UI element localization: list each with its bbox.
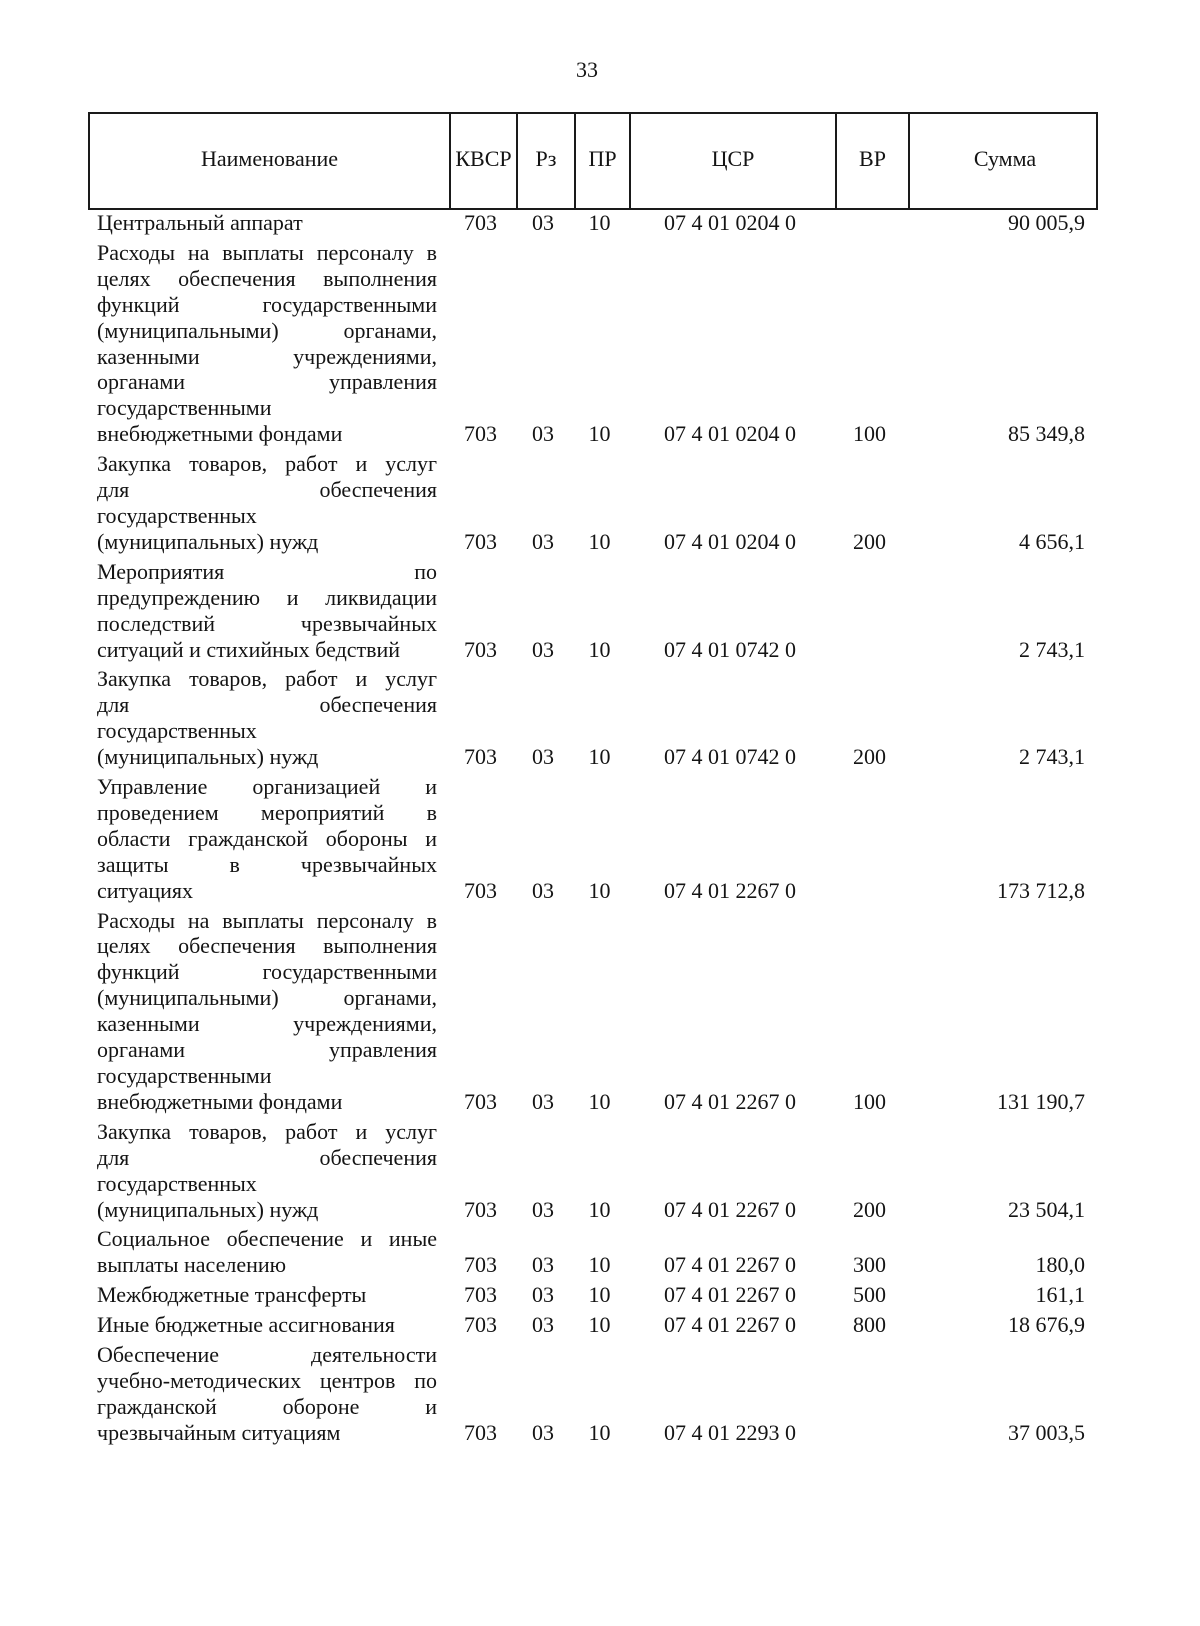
cell-kvsr: 703 <box>464 877 497 903</box>
table-row <box>88 904 1098 1115</box>
cell-rz: 03 <box>532 528 554 554</box>
page-number: 33 <box>576 57 598 82</box>
cell-rz: 03 <box>532 1312 554 1338</box>
cell-pr: 10 <box>588 1196 611 1222</box>
cell-name-line: казенными учреждениями, <box>97 343 437 369</box>
cell-name-line: для обеспечения <box>97 692 437 718</box>
cell-pr: 10 <box>588 1088 611 1114</box>
cell-rz: 03 <box>532 1419 554 1445</box>
header-rz: Рз <box>516 114 574 208</box>
cell-kvsr: 703 <box>464 1252 497 1278</box>
cell-csr: 07 4 01 0742 0 <box>664 744 796 770</box>
cell-vr: 200 <box>853 528 886 554</box>
cell-sum: 2 743,1 <box>1019 744 1085 770</box>
cell-name-line: Управление организацией и <box>97 774 437 800</box>
cell-rz: 03 <box>532 1282 554 1308</box>
cell-name-line: внебюджетными фондами <box>97 421 343 447</box>
cell-vr: 200 <box>853 744 886 770</box>
cell-name-line: внебюджетными фондами <box>97 1088 343 1114</box>
cell-kvsr: 703 <box>464 636 497 662</box>
cell-sum: 161,1 <box>1035 1282 1085 1308</box>
cell-vr: 200 <box>853 1196 886 1222</box>
cell-name-line: (муниципальных) нужд <box>97 528 319 554</box>
table-row <box>88 662 1098 770</box>
cell-name-line: целях обеспечения выполнения <box>97 933 437 959</box>
cell-vr: 100 <box>853 1088 886 1114</box>
cell-csr: 07 4 01 0204 0 <box>664 528 796 554</box>
cell-rz: 03 <box>532 1196 554 1222</box>
cell-name-line: Закупка товаров, работ и услуг <box>97 1118 437 1144</box>
cell-name-line: предупреждению и ликвидации <box>97 584 437 610</box>
cell-name-line: государственными <box>97 395 272 421</box>
header-sum: Сумма <box>908 114 1100 208</box>
header-vr: ВР <box>835 114 908 208</box>
cell-rz: 03 <box>532 1088 554 1114</box>
cell-sum: 131 190,7 <box>997 1088 1085 1114</box>
cell-name <box>88 559 447 663</box>
cell-name <box>88 1342 447 1446</box>
cell-name-line: государственных <box>97 1170 257 1196</box>
cell-name <box>88 1119 447 1223</box>
cell-name-line: для обеспечения <box>97 1144 437 1170</box>
cell-csr: 07 4 01 2293 0 <box>664 1419 796 1445</box>
cell-vr: 300 <box>853 1252 886 1278</box>
cell-csr: 07 4 01 0204 0 <box>664 421 796 447</box>
cell-name-line: для обеспечения <box>97 477 437 503</box>
cell-name-line: Закупка товаров, работ и услуг <box>97 666 437 692</box>
cell-name <box>88 240 447 447</box>
cell-name-line: гражданской обороне и <box>97 1393 437 1419</box>
cell-name-line: ситуаций и стихийных бедствий <box>97 636 401 662</box>
cell-kvsr: 703 <box>464 1088 497 1114</box>
cell-name-line: проведением мероприятий в <box>97 799 437 825</box>
cell-pr: 10 <box>588 1252 611 1278</box>
cell-pr: 10 <box>588 210 611 235</box>
cell-name-line: ситуациях <box>97 877 194 903</box>
table-row <box>88 447 1098 555</box>
cell-sum: 37 003,5 <box>1008 1419 1085 1445</box>
header-name: Наименование <box>200 146 339 171</box>
table-row <box>88 1338 1098 1446</box>
cell-name <box>88 908 447 1115</box>
cell-csr: 07 4 01 2267 0 <box>664 1282 796 1308</box>
cell-kvsr: 703 <box>464 1312 497 1338</box>
cell-sum: 180,0 <box>1035 1252 1085 1278</box>
cell-name-line: Межбюджетные трансферты <box>97 1282 367 1308</box>
table-row <box>88 236 1098 447</box>
cell-pr: 10 <box>588 1282 611 1308</box>
cell-pr: 10 <box>588 877 611 903</box>
cell-name-line: органами управления <box>97 1037 437 1063</box>
cell-name-line: государственными <box>97 1063 272 1088</box>
cell-csr: 07 4 01 2267 0 <box>664 1196 796 1222</box>
cell-csr: 07 4 01 0742 0 <box>664 636 796 662</box>
cell-sum: 90 005,9 <box>1008 210 1085 235</box>
cell-csr: 07 4 01 2267 0 <box>664 1252 796 1278</box>
cell-kvsr: 703 <box>464 1419 497 1445</box>
cell-name-line: государственных <box>97 718 257 744</box>
table-row <box>88 1222 1098 1278</box>
table-row <box>88 1308 1098 1338</box>
cell-name-line: (муниципальными) органами, <box>97 985 437 1011</box>
cell-sum: 85 349,8 <box>1008 421 1085 447</box>
cell-pr: 10 <box>588 421 611 447</box>
cell-rz: 03 <box>532 744 554 770</box>
cell-name-line: целях обеспечения выполнения <box>97 265 437 291</box>
cell-name-line: Расходы на выплаты персоналу в <box>97 907 437 933</box>
cell-name <box>88 451 447 555</box>
table-row <box>88 210 1098 236</box>
cell-vr: 800 <box>853 1312 886 1338</box>
cell-csr: 07 4 01 2267 0 <box>664 1088 796 1114</box>
table-header <box>88 112 1098 210</box>
cell-name-line: последствий чрезвычайных <box>97 610 437 636</box>
cell-rz: 03 <box>532 636 554 662</box>
cell-name <box>88 1312 447 1338</box>
cell-pr: 10 <box>588 744 611 770</box>
cell-name-line: (муниципальных) нужд <box>97 744 319 770</box>
header-csr: ЦСР <box>629 114 835 208</box>
cell-name-line: (муниципальными) органами, <box>97 317 437 343</box>
cell-csr: 07 4 01 2267 0 <box>664 1312 796 1338</box>
cell-rz: 03 <box>532 1252 554 1278</box>
cell-kvsr: 703 <box>464 744 497 770</box>
cell-name <box>88 210 447 236</box>
cell-name <box>88 774 447 904</box>
cell-kvsr: 703 <box>464 421 497 447</box>
cell-rz: 03 <box>532 421 554 447</box>
cell-name-line: функций государственными <box>97 291 437 317</box>
cell-name <box>88 1226 447 1278</box>
cell-name-line: органами управления <box>97 369 437 395</box>
cell-rz: 03 <box>532 210 554 235</box>
cell-name <box>88 666 447 770</box>
cell-rz: 03 <box>532 877 554 903</box>
cell-name-line: области гражданской обороны и <box>97 825 437 851</box>
cell-name-line: Расходы на выплаты персоналу в <box>97 239 437 265</box>
cell-name-line: Иные бюджетные ассигнования <box>97 1312 395 1338</box>
header-pr: ПР <box>574 114 629 208</box>
table-row <box>88 555 1098 663</box>
cell-name-line: казенными учреждениями, <box>97 1011 437 1037</box>
header-kvsr: КВСР <box>449 114 516 208</box>
cell-pr: 10 <box>588 528 611 554</box>
cell-kvsr: 703 <box>464 210 497 235</box>
cell-name-line: чрезвычайным ситуациям <box>97 1419 341 1445</box>
cell-name-line: (муниципальных) нужд <box>97 1196 319 1222</box>
cell-name-line: государственных <box>97 502 257 528</box>
cell-vr: 500 <box>853 1282 886 1308</box>
cell-name-line: Обеспечение деятельности <box>97 1342 437 1368</box>
cell-name-line: Мероприятия по <box>97 558 437 584</box>
cell-sum: 173 712,8 <box>997 877 1085 903</box>
cell-vr: 100 <box>853 421 886 447</box>
cell-kvsr: 703 <box>464 1282 497 1308</box>
cell-csr: 07 4 01 0204 0 <box>664 210 796 235</box>
cell-name-line: учебно-методических центров по <box>97 1367 437 1393</box>
cell-kvsr: 703 <box>464 1196 497 1222</box>
cell-name-line: Социальное обеспечение и иные <box>97 1226 437 1252</box>
cell-name-line: Центральный аппарат <box>97 210 303 235</box>
table-row <box>88 770 1098 904</box>
cell-name-line: защиты в чрезвычайных <box>97 851 437 877</box>
cell-sum: 2 743,1 <box>1019 636 1085 662</box>
cell-name <box>88 1282 447 1308</box>
cell-csr: 07 4 01 2267 0 <box>664 877 796 903</box>
table-row <box>88 1278 1098 1308</box>
table-row <box>88 1115 1098 1223</box>
cell-name-line: функций государственными <box>97 959 437 985</box>
cell-name-line: Закупка товаров, работ и услуг <box>97 451 437 477</box>
cell-sum: 18 676,9 <box>1008 1312 1085 1338</box>
cell-sum: 4 656,1 <box>1019 528 1085 554</box>
table-body <box>88 210 1098 1446</box>
cell-name-line: выплаты населению <box>97 1252 287 1278</box>
cell-pr: 10 <box>588 636 611 662</box>
cell-sum: 23 504,1 <box>1008 1196 1085 1222</box>
cell-kvsr: 703 <box>464 528 497 554</box>
cell-pr: 10 <box>588 1419 611 1445</box>
cell-pr: 10 <box>588 1312 611 1338</box>
